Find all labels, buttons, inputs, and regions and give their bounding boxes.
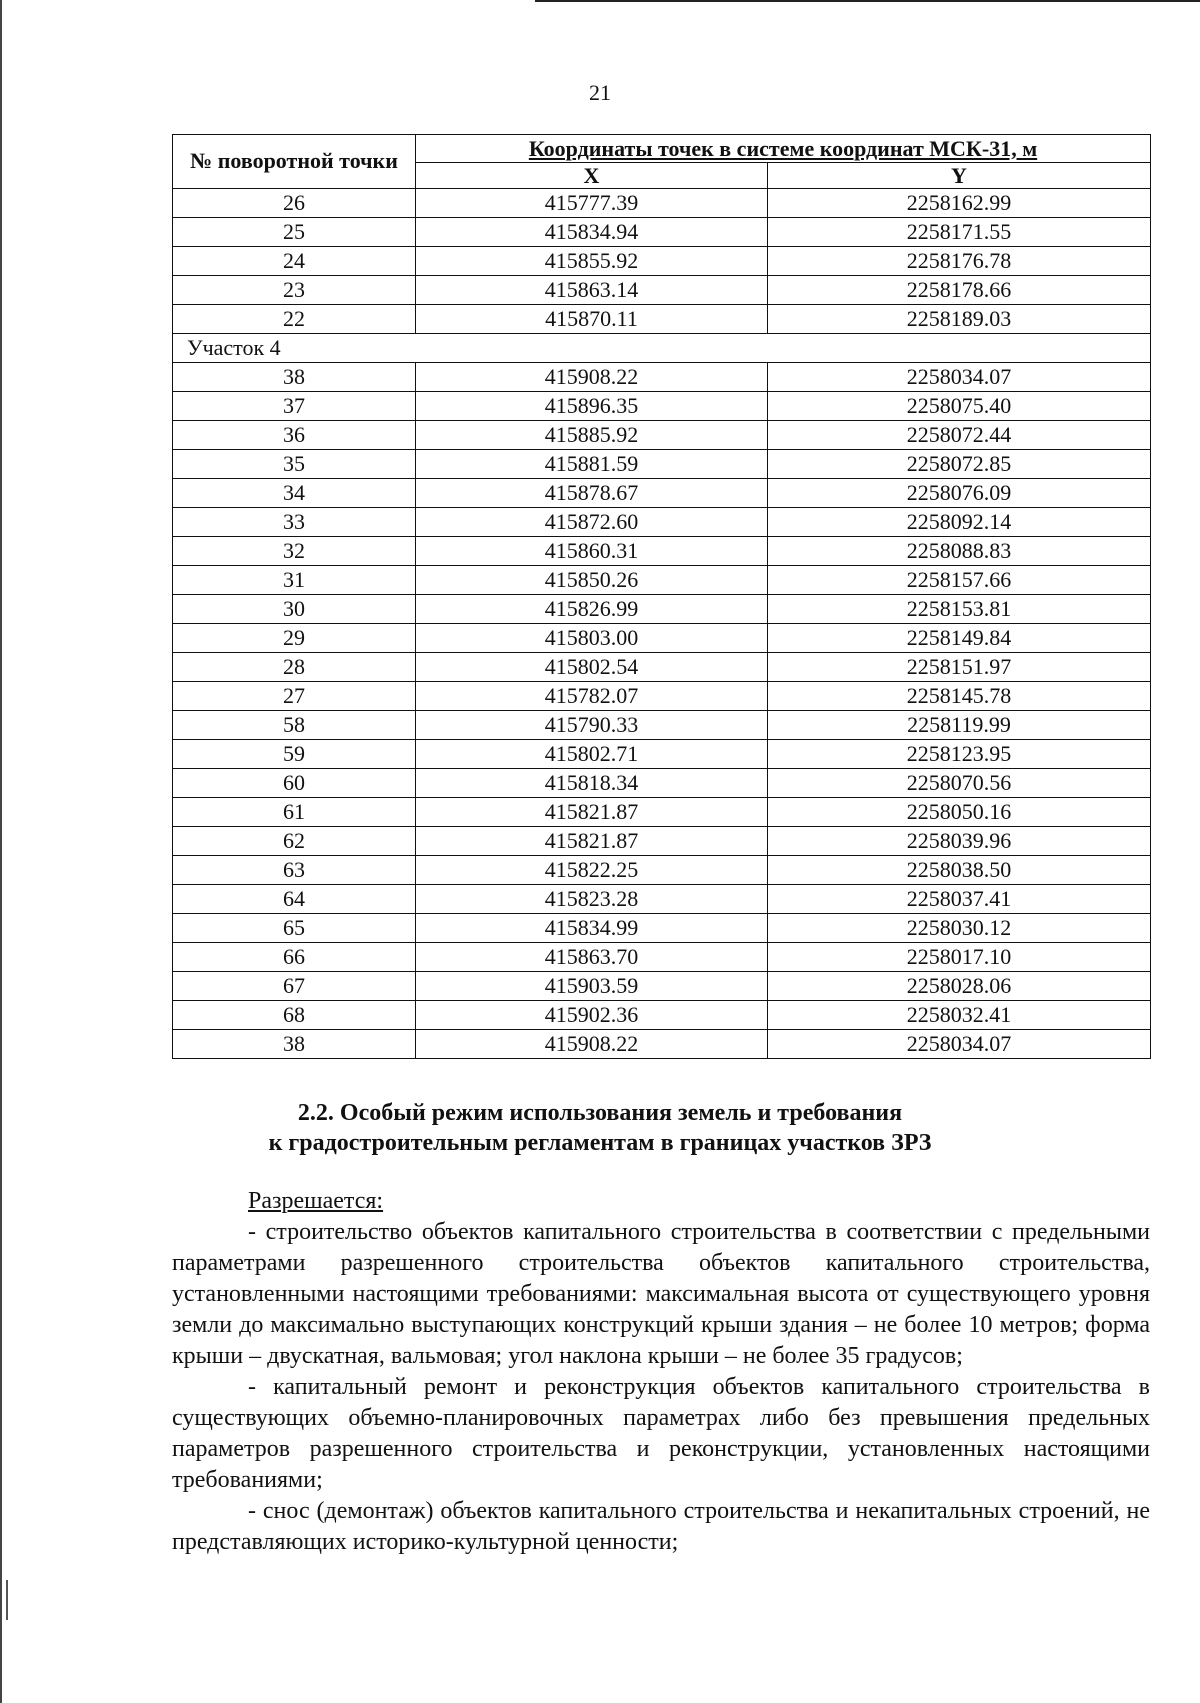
x-coordinate-cell: 415823.28 <box>416 885 768 914</box>
point-number-cell: 68 <box>173 1001 416 1030</box>
table-row <box>173 595 1151 624</box>
x-coordinate-cell: 415834.99 <box>416 914 768 943</box>
y-coordinate-cell: 2258075.40 <box>768 392 1151 421</box>
scan-edge-top <box>535 0 1200 2</box>
y-coordinate-cell: 2258034.07 <box>768 363 1151 392</box>
point-number-cell: 24 <box>173 247 416 276</box>
point-number-cell: 65 <box>173 914 416 943</box>
x-coordinate-cell: 415878.67 <box>416 479 768 508</box>
table-row <box>173 537 1151 566</box>
x-coordinate-cell: 415881.59 <box>416 450 768 479</box>
y-coordinate-cell: 2258072.85 <box>768 450 1151 479</box>
x-coordinate-cell: 415896.35 <box>416 392 768 421</box>
table-row <box>173 218 1151 247</box>
point-number-cell: 31 <box>173 566 416 595</box>
x-coordinate-cell: 415822.25 <box>416 856 768 885</box>
point-number-cell: 32 <box>173 537 416 566</box>
x-coordinate-cell: 415826.99 <box>416 595 768 624</box>
table-row <box>173 682 1151 711</box>
point-number-cell: 30 <box>173 595 416 624</box>
x-coordinate-cell: 415821.87 <box>416 827 768 856</box>
point-number-cell: 27 <box>173 682 416 711</box>
point-number-cell: 63 <box>173 856 416 885</box>
section-label: Участок 4 <box>173 334 1151 363</box>
point-number-cell: 37 <box>173 392 416 421</box>
x-coordinate-cell: 415908.22 <box>416 1030 768 1059</box>
paragraph: - строительство объектов капитального строительства в соответствии с предельными параметрами разрешенного строительства объектов капитального строительства, установленными настоящими требованиями: максимальная высота от существующего уровня земли до максимально выступающих конструкций крыши здания – не более 10 метров; форма крыши – двускатная, вальмовая; угол наклона крыши – не более 35 градусов; <box>172 1219 1150 1369</box>
table-body-part1 <box>173 189 1151 334</box>
x-coordinate-cell: 415860.31 <box>416 537 768 566</box>
x-coordinate-cell: 415870.11 <box>416 305 768 334</box>
coordinates-table <box>172 134 1151 1059</box>
y-coordinate-cell: 2258157.66 <box>768 566 1151 595</box>
y-coordinate-cell: 2258050.16 <box>768 798 1151 827</box>
point-number-cell: 22 <box>173 305 416 334</box>
x-coordinate-cell: 415818.34 <box>416 769 768 798</box>
y-coordinate-cell: 2258145.78 <box>768 682 1151 711</box>
x-coordinate-cell: 415863.14 <box>416 276 768 305</box>
point-number-cell: 33 <box>173 508 416 537</box>
table-row <box>173 566 1151 595</box>
page-number: 21 <box>589 80 611 105</box>
y-coordinate-cell: 2258189.03 <box>768 305 1151 334</box>
y-coordinate-cell: 2258153.81 <box>768 595 1151 624</box>
y-coordinate-cell: 2258028.06 <box>768 972 1151 1001</box>
y-coordinate-cell: 2258123.95 <box>768 740 1151 769</box>
x-coordinate-cell: 415863.70 <box>416 943 768 972</box>
point-number-cell: 60 <box>173 769 416 798</box>
y-coordinate-cell: 2258030.12 <box>768 914 1151 943</box>
point-number-cell: 26 <box>173 189 416 218</box>
point-number-cell: 29 <box>173 624 416 653</box>
table-row <box>173 276 1151 305</box>
x-coordinate-cell: 415821.87 <box>416 798 768 827</box>
heading-line-2: к градостроительным регламентам в границах участков ЗРЗ <box>268 1130 932 1156</box>
allowed-label: Разрешается: <box>248 1188 384 1214</box>
body-text <box>172 1186 1150 1558</box>
x-coordinate-cell: 415903.59 <box>416 972 768 1001</box>
header-x: X <box>416 163 768 189</box>
point-number-cell: 67 <box>173 972 416 1001</box>
table-row <box>173 363 1151 392</box>
y-coordinate-cell: 2258037.41 <box>768 885 1151 914</box>
point-number-cell: 35 <box>173 450 416 479</box>
scan-edge-left <box>0 0 2 1703</box>
point-number-cell: 34 <box>173 479 416 508</box>
scan-mark <box>6 1580 8 1620</box>
table-row <box>173 508 1151 537</box>
table-section <box>173 334 1151 363</box>
point-number-cell: 38 <box>173 1030 416 1059</box>
table-row <box>173 798 1151 827</box>
table-row <box>173 711 1151 740</box>
paragraph: - снос (демонтаж) объектов капитального строительства и некапитальных строений, не представляющих историко-культурной ценности; <box>172 1498 1150 1555</box>
table-row <box>173 914 1151 943</box>
x-coordinate-cell: 415902.36 <box>416 1001 768 1030</box>
table-row <box>173 1001 1151 1030</box>
point-number-cell: 66 <box>173 943 416 972</box>
table-row <box>173 1030 1151 1059</box>
table-row <box>173 740 1151 769</box>
x-coordinate-cell: 415834.94 <box>416 218 768 247</box>
heading-line-1: 2.2. Особый режим использования земель и требования <box>297 1100 903 1126</box>
x-coordinate-cell: 415855.92 <box>416 247 768 276</box>
y-coordinate-cell: 2258178.66 <box>768 276 1151 305</box>
table-row <box>173 827 1151 856</box>
table-row <box>173 943 1151 972</box>
x-coordinate-cell: 415803.00 <box>416 624 768 653</box>
table-row <box>173 421 1151 450</box>
section-heading <box>0 1098 1200 1158</box>
point-number-cell: 23 <box>173 276 416 305</box>
paragraph: - капитальный ремонт и реконструкция объектов капитального строительства в существующих объемно-планировочных параметрах либо без превышения предельных параметров разрешенного строительства и реконструкции, установленных настоящими требованиями; <box>172 1374 1150 1493</box>
point-number-cell: 61 <box>173 798 416 827</box>
point-number-cell: 62 <box>173 827 416 856</box>
y-coordinate-cell: 2258119.99 <box>768 711 1151 740</box>
y-coordinate-cell: 2258039.96 <box>768 827 1151 856</box>
y-coordinate-cell: 2258149.84 <box>768 624 1151 653</box>
table-row <box>173 450 1151 479</box>
table-row <box>173 653 1151 682</box>
table-row <box>173 305 1151 334</box>
point-number-cell: 64 <box>173 885 416 914</box>
x-coordinate-cell: 415802.71 <box>416 740 768 769</box>
y-coordinate-cell: 2258072.44 <box>768 421 1151 450</box>
y-coordinate-cell: 2258171.55 <box>768 218 1151 247</box>
y-coordinate-cell: 2258092.14 <box>768 508 1151 537</box>
y-coordinate-cell: 2258032.41 <box>768 1001 1151 1030</box>
header-point-number: № поворотной точки <box>173 135 416 189</box>
table-row <box>173 856 1151 885</box>
table-row <box>173 624 1151 653</box>
table-row <box>173 247 1151 276</box>
y-coordinate-cell: 2258070.56 <box>768 769 1151 798</box>
x-coordinate-cell: 415802.54 <box>416 653 768 682</box>
header-coordinates <box>416 135 1151 163</box>
point-number-cell: 36 <box>173 421 416 450</box>
table-row <box>173 885 1151 914</box>
point-number-cell: 58 <box>173 711 416 740</box>
table-row <box>173 479 1151 508</box>
y-coordinate-cell: 2258076.09 <box>768 479 1151 508</box>
y-coordinate-cell: 2258162.99 <box>768 189 1151 218</box>
header-coordinates-text: Координаты точек в системе координат МСК-31, м <box>528 135 1038 161</box>
x-coordinate-cell: 415790.33 <box>416 711 768 740</box>
y-coordinate-cell: 2258176.78 <box>768 247 1151 276</box>
point-number-cell: 38 <box>173 363 416 392</box>
point-number-cell: 59 <box>173 740 416 769</box>
x-coordinate-cell: 415872.60 <box>416 508 768 537</box>
y-coordinate-cell: 2258034.07 <box>768 1030 1151 1059</box>
table-row <box>173 392 1151 421</box>
point-number-cell: 28 <box>173 653 416 682</box>
x-coordinate-cell: 415908.22 <box>416 363 768 392</box>
y-coordinate-cell: 2258088.83 <box>768 537 1151 566</box>
header-y: Y <box>768 163 1151 189</box>
x-coordinate-cell: 415782.07 <box>416 682 768 711</box>
y-coordinate-cell: 2258017.10 <box>768 943 1151 972</box>
y-coordinate-cell: 2258038.50 <box>768 856 1151 885</box>
x-coordinate-cell: 415885.92 <box>416 421 768 450</box>
point-number-cell: 25 <box>173 218 416 247</box>
x-coordinate-cell: 415777.39 <box>416 189 768 218</box>
table-row <box>173 189 1151 218</box>
table-row <box>173 769 1151 798</box>
table-row <box>173 972 1151 1001</box>
y-coordinate-cell: 2258151.97 <box>768 653 1151 682</box>
x-coordinate-cell: 415850.26 <box>416 566 768 595</box>
table-body-part2 <box>173 363 1151 1059</box>
